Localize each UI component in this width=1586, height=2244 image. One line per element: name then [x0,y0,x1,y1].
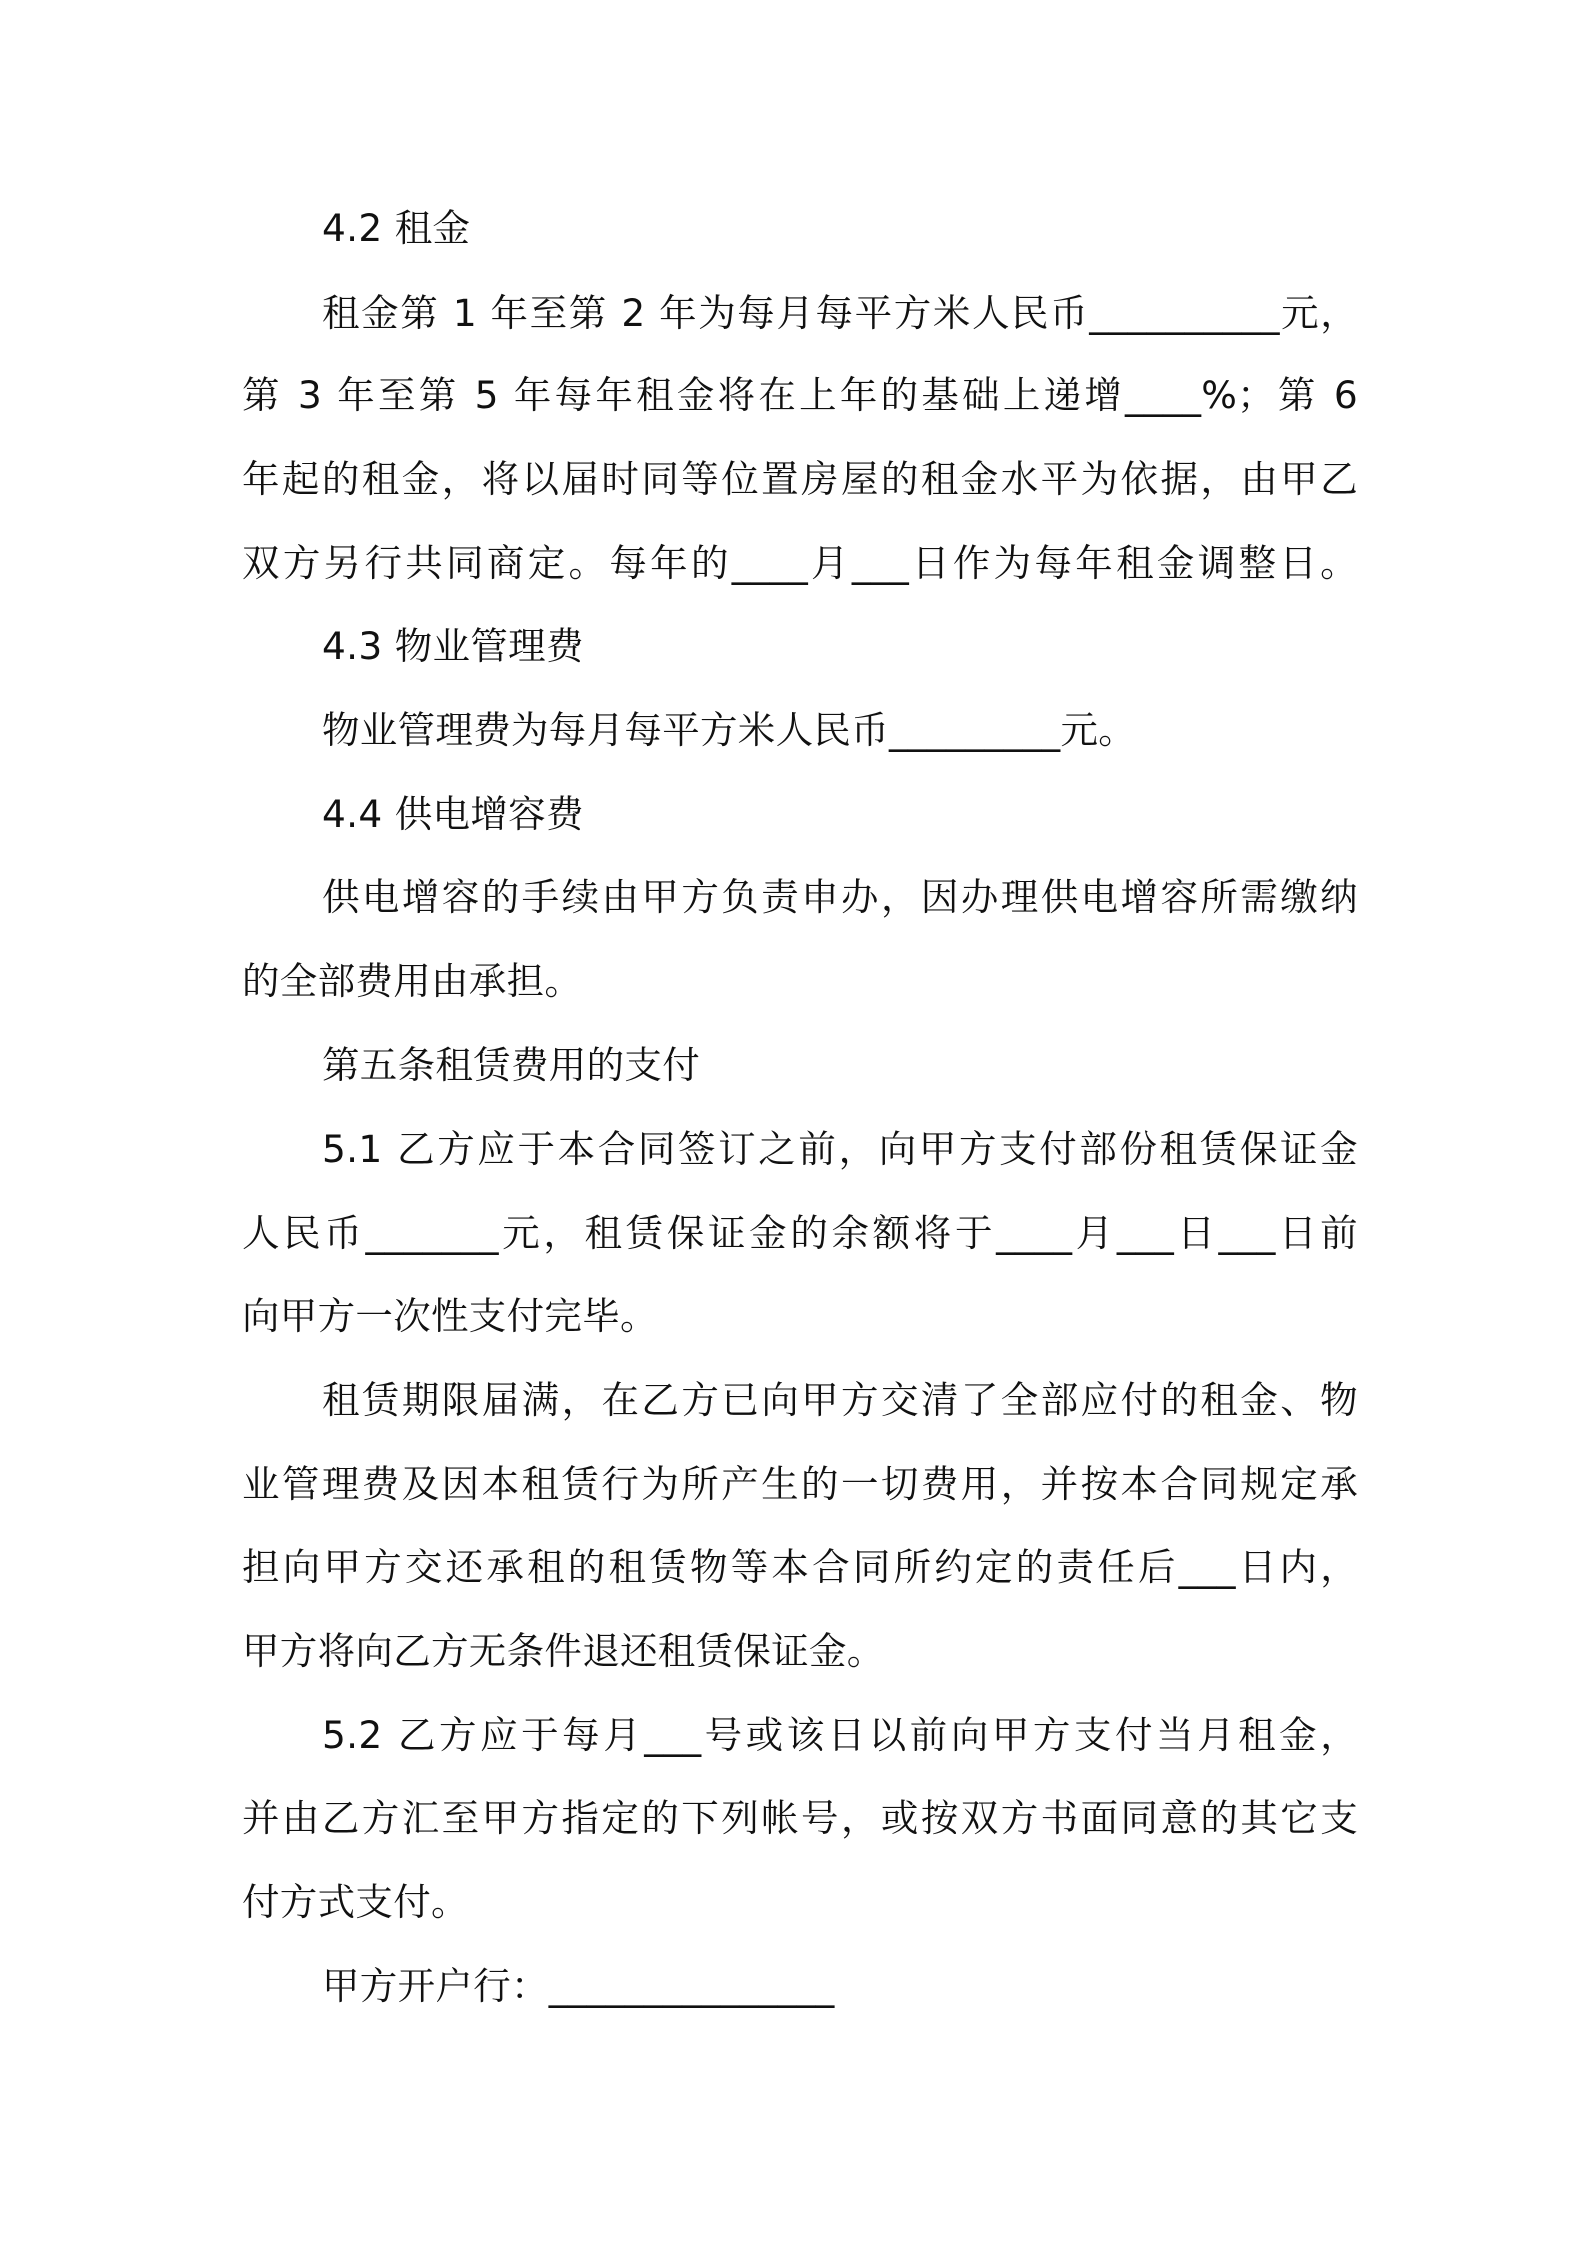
paragraph-line: 人民币_______元，租赁保证金的余额将于____月___日___日前 [242,1211,1358,1255]
paragraph-line: 物业管理费为每月每平方米人民币_________元。 [322,708,1137,752]
paragraph-line: 租赁期限届满，在乙方已向甲方交清了全部应付的租金、物 [322,1378,1358,1422]
paragraph-line: 的全部费用由承担。 [242,959,583,1003]
paragraph-line: 租金第 1 年至第 2 年为每月每平方米人民币__________元， [322,291,1358,335]
paragraph-line: 5.1 乙方应于本合同签订之前，向甲方支付部份租赁保证金 [322,1127,1358,1171]
party-a-bank-field: 甲方开户行：_______________ [322,1964,835,2008]
paragraph-line: 向甲方一次性支付完毕。 [242,1294,658,1338]
paragraph-line: 担向甲方交还承租的租赁物等本合同所约定的责任后___日内， [242,1545,1358,1589]
paragraph-line: 供电增容的手续由甲方负责申办，因办理供电增容所需缴纳 [322,875,1358,919]
paragraph-line: 第 3 年至第 5 年每年租金将在上年的基础上递增____%；第 6 [242,373,1358,417]
paragraph-line: 年起的租金，将以届时同等位置房屋的租金水平为依据，由甲乙 [242,457,1358,501]
paragraph-line: 业管理费及因本租赁行为所产生的一切费用，并按本合同规定承 [242,1462,1358,1506]
paragraph-line: 5.2 乙方应于每月___号或该日以前向甲方支付当月租金， [322,1713,1358,1757]
paragraph-line: 并由乙方汇至甲方指定的下列帐号，或按双方书面同意的其它支 [242,1796,1358,1840]
section-heading-4-4: 4.4 供电增容费 [322,792,584,836]
paragraph-line: 双方另行共同商定。每年的____月___日作为每年租金调整日。 [242,541,1358,585]
paragraph-line: 付方式支付。 [242,1880,469,1924]
section-heading-4-3: 4.3 物业管理费 [322,624,584,668]
paragraph-line: 甲方将向乙方无条件退还租赁保证金。 [242,1629,885,1673]
section-heading-4-2: 4.2 租金 [322,206,471,250]
article-5-heading: 第五条租赁费用的支付 [322,1043,700,1087]
